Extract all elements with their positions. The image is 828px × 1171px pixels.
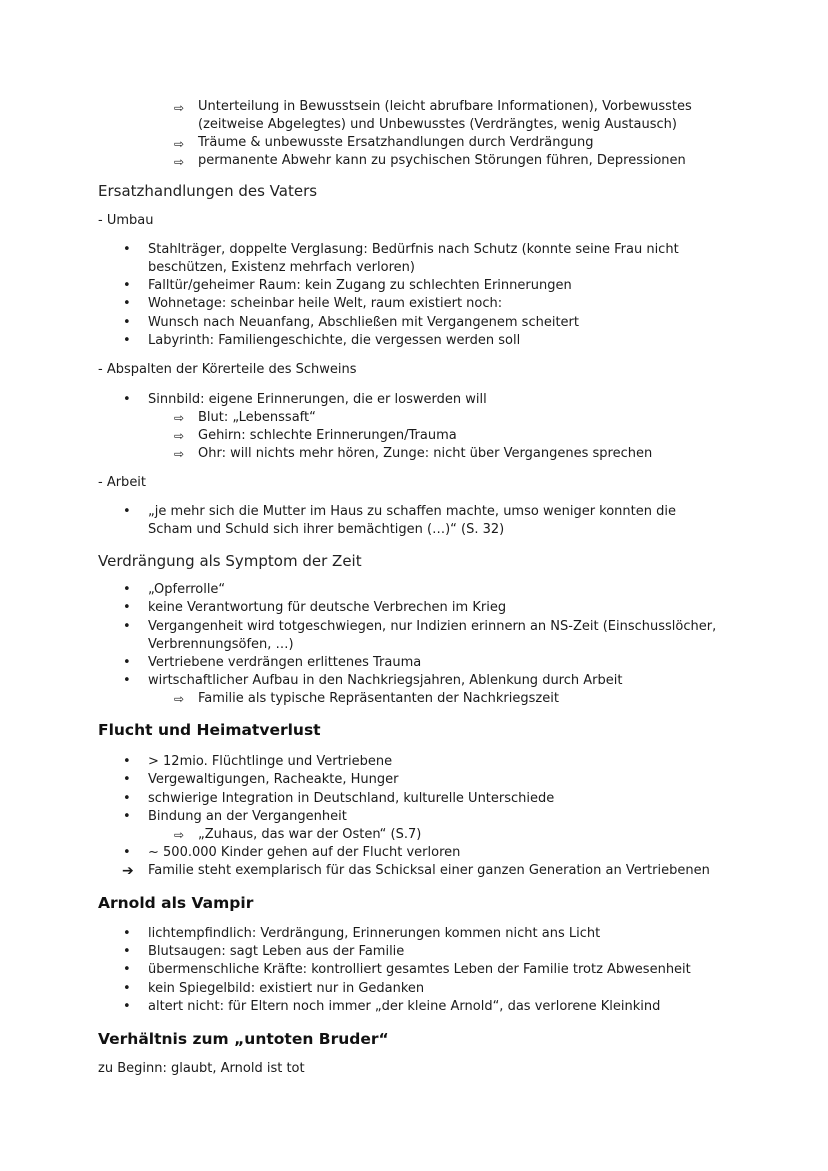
bullet-icon: • xyxy=(123,962,131,977)
list-item: Unterteilung in Bewusstsein (leicht abrufbare Informationen), Vorbewusstes xyxy=(198,99,692,114)
bullet-icon: • xyxy=(123,392,131,407)
arrow-bullet-icon: ⇨ xyxy=(174,447,185,461)
list-item: „Opferrolle“ xyxy=(148,582,226,597)
conclusion-item: Familie steht exemplarisch für das Schicksal einer ganzen Generation an Vertriebenen xyxy=(148,863,710,878)
paragraph: zu Beginn: glaubt, Arnold ist tot xyxy=(98,1061,305,1076)
arrow-bullet-icon: ⇨ xyxy=(174,137,185,151)
list-item: Stahlträger, doppelte Verglasung: Bedürfnis nach Schutz (konnte seine Frau nicht xyxy=(148,242,679,257)
section-heading: Verhältnis zum „untoten Bruder“ xyxy=(98,1030,389,1048)
bullet-icon: • xyxy=(123,619,131,634)
topic-label: - Abspalten der Körerteile des Schweins xyxy=(98,362,357,377)
arrow-bullet-icon: ⇨ xyxy=(174,828,185,842)
quote-text-continuation: Scham und Schuld sich ihrer bemächtigen (…)“ (S. 32) xyxy=(148,522,505,537)
section-subheading: Verdrängung als Symptom der Zeit xyxy=(98,552,362,570)
bullet-icon: • xyxy=(123,242,131,257)
list-item: lichtempfindlich: Verdrängung, Erinnerungen kommen nicht ans Licht xyxy=(148,926,601,941)
arrow-bullet-icon: ⇨ xyxy=(174,429,185,443)
list-item: Wunsch nach Neuanfang, Abschließen mit Vergangenem scheitert xyxy=(148,315,579,330)
bullet-icon: • xyxy=(123,791,131,806)
quote-text: „je mehr sich die Mutter im Haus zu schaffen machte, umso weniger konnten die xyxy=(148,504,676,519)
bullet-icon: • xyxy=(123,333,131,348)
list-item: schwierige Integration in Deutschland, kulturelle Unterschiede xyxy=(148,791,555,806)
arrow-bullet-icon: ⇨ xyxy=(174,692,185,706)
bullet-icon: • xyxy=(123,754,131,769)
list-item: Vergewaltigungen, Racheakte, Hunger xyxy=(148,772,399,787)
bullet-icon: • xyxy=(123,582,131,597)
list-item: Gehirn: schlechte Erinnerungen/Trauma xyxy=(198,428,457,443)
list-item: Labyrinth: Familiengeschichte, die vergessen werden soll xyxy=(148,333,521,348)
list-item: Sinnbild: eigene Erinnerungen, die er loswerden will xyxy=(148,392,487,407)
arrow-bullet-icon: ⇨ xyxy=(174,411,185,425)
list-item: altert nicht: für Eltern noch immer „der kleine Arnold“, das verlorene Kleinkind xyxy=(148,999,661,1014)
list-item: > 12mio. Flüchtlinge und Vertriebene xyxy=(148,754,393,769)
list-item: permanente Abwehr kann zu psychischen Störungen führen, Depressionen xyxy=(198,153,686,168)
list-item: Bindung an der Vergangenheit xyxy=(148,809,347,824)
bullet-icon: • xyxy=(123,278,131,293)
arrow-bullet-icon: ⇨ xyxy=(174,101,185,115)
bullet-icon: • xyxy=(123,809,131,824)
bullet-icon: • xyxy=(123,296,131,311)
list-item: übermenschliche Kräfte: kontrolliert gesamtes Leben der Familie trotz Abwesenheit xyxy=(148,962,691,977)
list-item: Familie als typische Repräsentanten der Nachkriegszeit xyxy=(198,691,559,706)
list-item-continuation: (zeitweise Abgelegtes) und Unbewusstes (Verdrängtes, wenig Austausch) xyxy=(198,117,677,132)
bullet-icon: • xyxy=(123,772,131,787)
bullet-icon: • xyxy=(123,673,131,688)
list-item: keine Verantwortung für deutsche Verbrechen im Krieg xyxy=(148,600,507,615)
section-heading: Flucht und Heimatverlust xyxy=(98,721,321,739)
list-item: Wohnetage: scheinbar heile Welt, raum existiert noch: xyxy=(148,296,503,311)
list-item: Blutsaugen: sagt Leben aus der Familie xyxy=(148,944,405,959)
list-item: kein Spiegelbild: existiert nur in Gedanken xyxy=(148,981,425,996)
topic-label: - Arbeit xyxy=(98,475,147,490)
list-item: „Zuhaus, das war der Osten“ (S.7) xyxy=(198,827,422,842)
topic-label: - Umbau xyxy=(98,213,154,228)
bullet-icon: • xyxy=(123,504,131,519)
list-item: wirtschaftlicher Aufbau in den Nachkriegsjahren, Ablenkung durch Arbeit xyxy=(148,673,623,688)
list-item-continuation: beschützen, Existenz mehrfach verloren) xyxy=(148,260,415,275)
list-item: Falltür/geheimer Raum: kein Zugang zu schlechten Erinnerungen xyxy=(148,278,572,293)
bullet-icon: • xyxy=(123,981,131,996)
bullet-icon: • xyxy=(123,845,131,860)
list-item: Ohr: will nichts mehr hören, Zunge: nicht über Vergangenes sprechen xyxy=(198,446,653,461)
bullet-icon: • xyxy=(123,944,131,959)
list-item-continuation: Verbrennungsöfen, …) xyxy=(148,637,294,652)
list-item: Vertriebene verdrängen erlittenes Trauma xyxy=(148,655,422,670)
list-item: Vergangenheit wird totgeschwiegen, nur Indizien erinnern an NS-Zeit (Einschusslöcher, xyxy=(148,619,717,634)
list-item: Blut: „Lebenssaft“ xyxy=(198,410,316,425)
bullet-icon: • xyxy=(123,600,131,615)
section-heading: Arnold als Vampir xyxy=(98,894,254,912)
arrow-bullet-icon: ⇨ xyxy=(174,155,185,169)
bullet-icon: • xyxy=(123,999,131,1014)
list-item: Träume & unbewusste Ersatzhandlungen durch Verdrängung xyxy=(198,135,594,150)
bullet-icon: • xyxy=(123,315,131,330)
section-subheading: Ersatzhandlungen des Vaters xyxy=(98,182,318,200)
bullet-icon: • xyxy=(123,926,131,941)
bullet-icon: • xyxy=(123,655,131,670)
list-item: ~ 500.000 Kinder gehen auf der Flucht verloren xyxy=(148,845,461,860)
conclusion-arrow-icon: ➔ xyxy=(122,863,134,879)
